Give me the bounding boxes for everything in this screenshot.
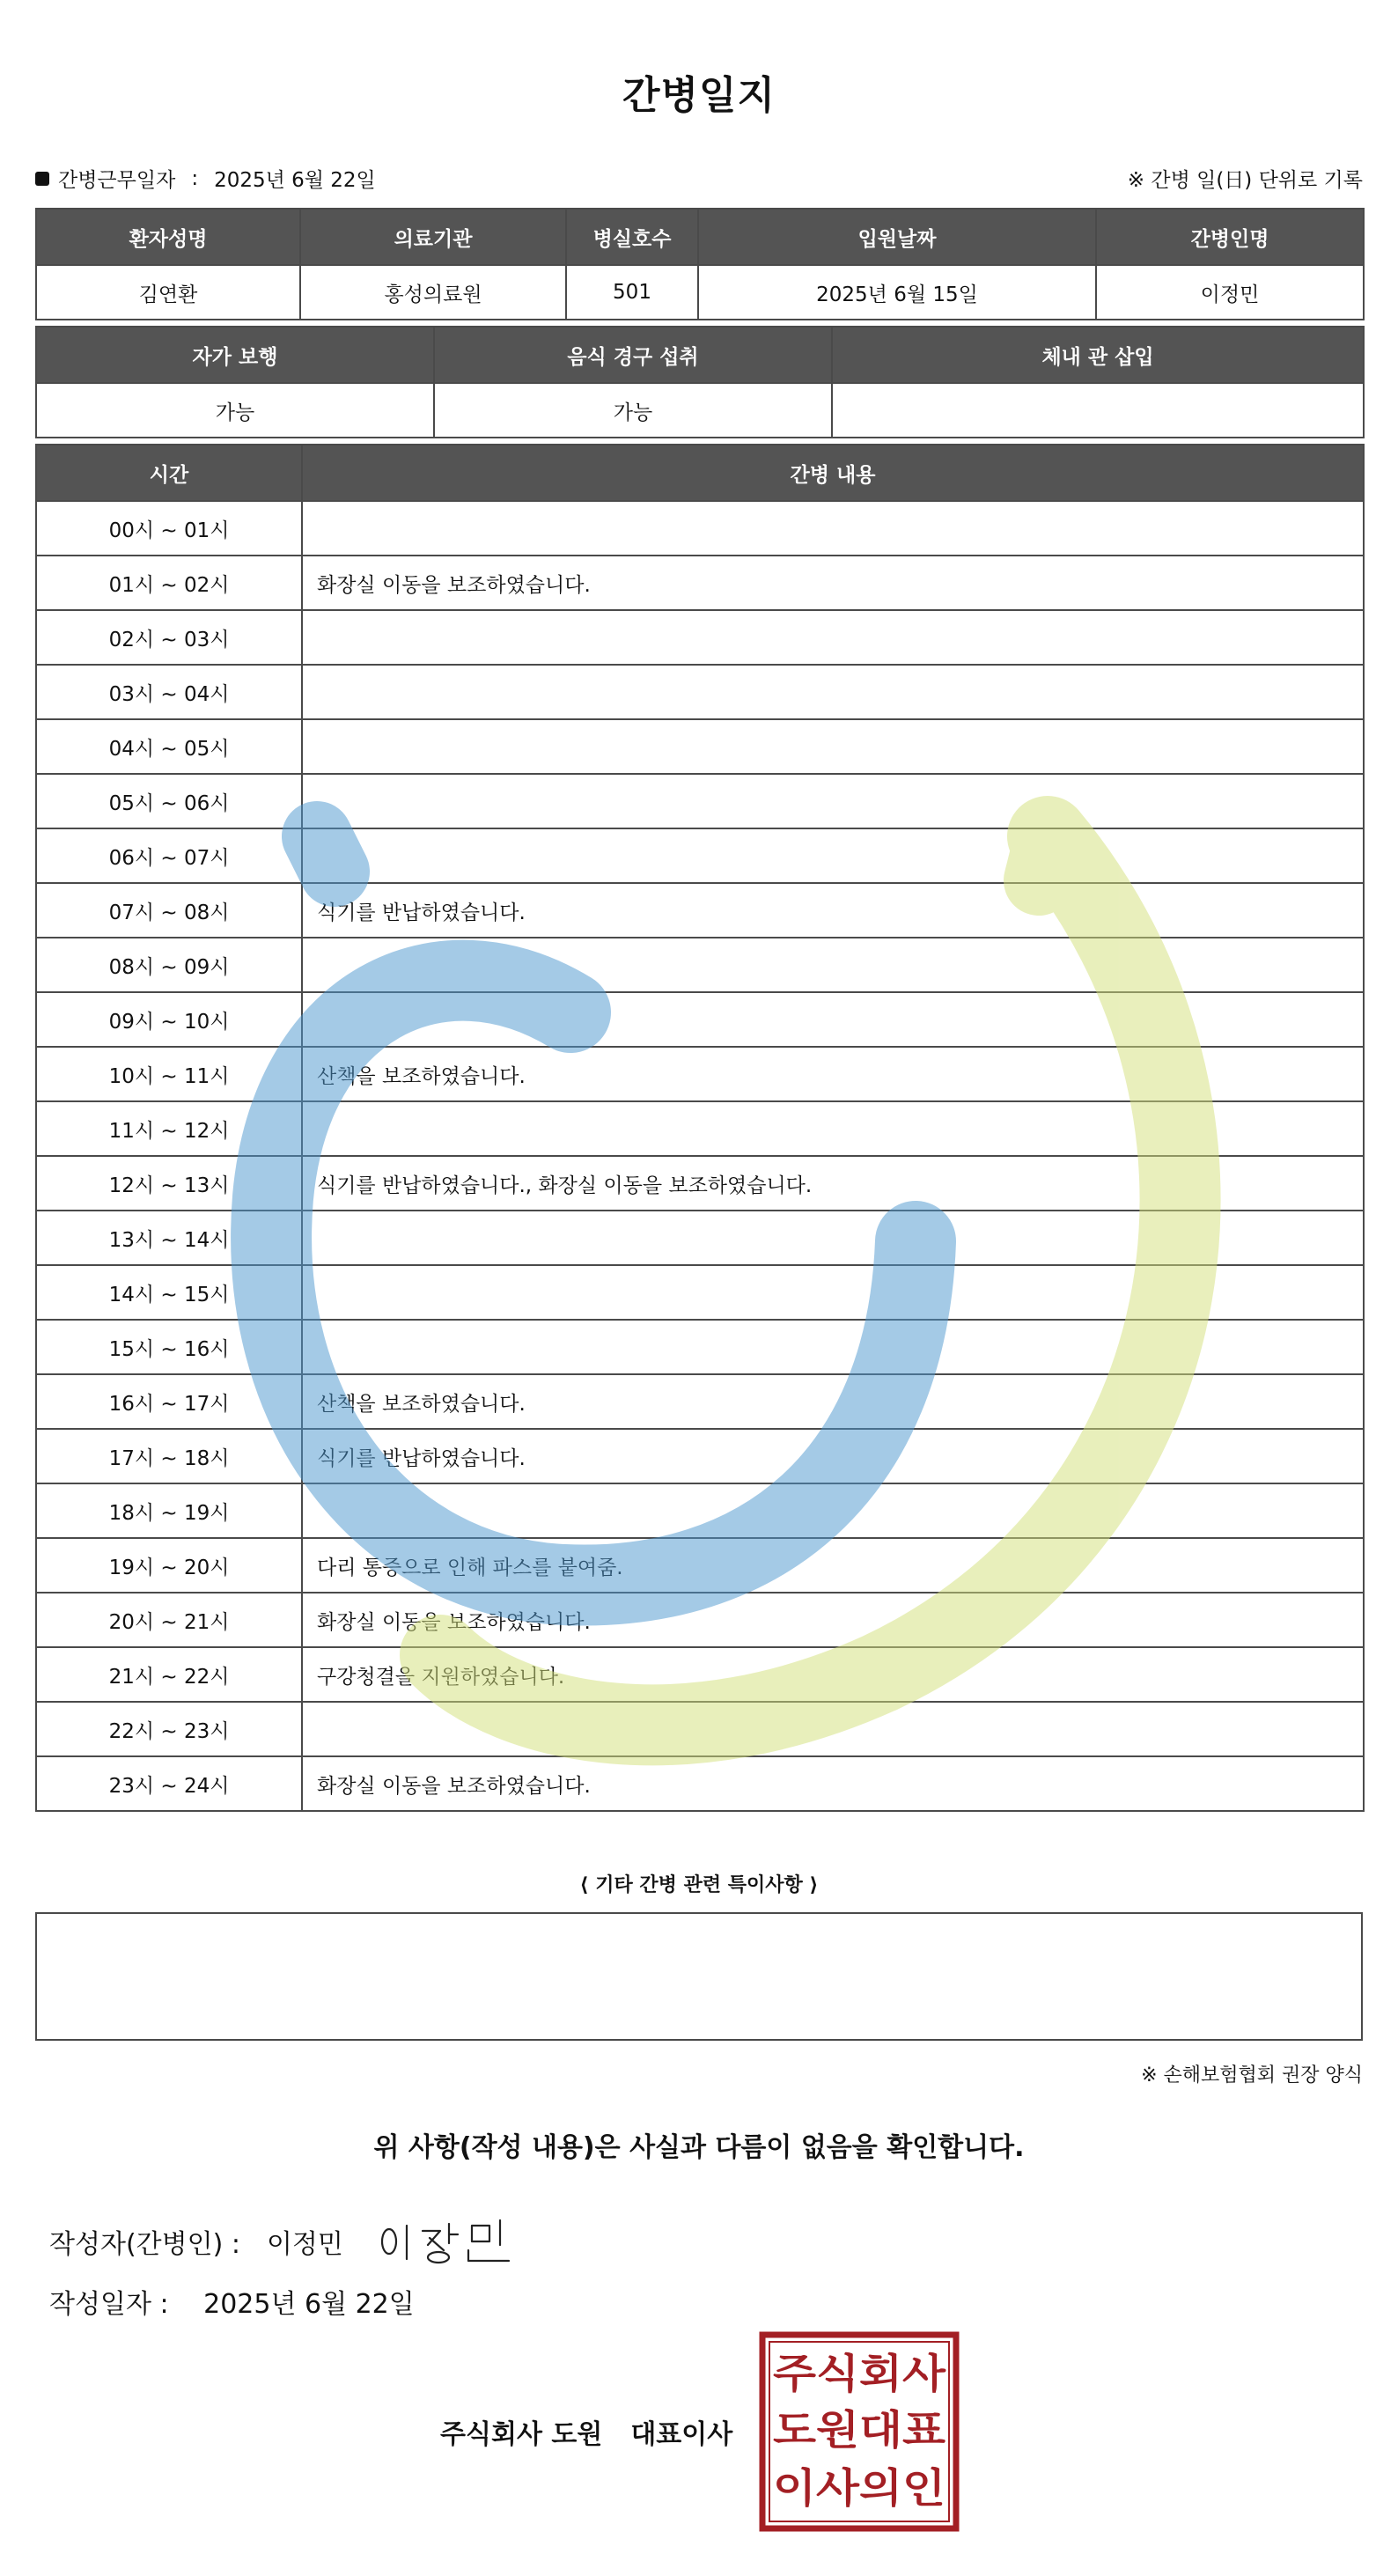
value-admission-date: 2025년 6월 15일 bbox=[698, 265, 1096, 320]
care-log-content-cell bbox=[302, 938, 1364, 992]
care-log-time-cell: 04시 ~ 05시 bbox=[36, 719, 302, 774]
unit-note: ※ 간병 일(日) 단위로 기록 bbox=[1127, 169, 1363, 192]
care-log-content-cell: 산책을 보조하였습니다. bbox=[302, 1047, 1364, 1101]
patient-info-table bbox=[35, 208, 1365, 320]
care-log-row bbox=[36, 1047, 1364, 1101]
header-time: 시간 bbox=[36, 445, 302, 501]
care-log-table bbox=[35, 444, 1365, 1812]
ceo-label: 대표이사 bbox=[630, 2419, 733, 2450]
care-log-time-cell: 16시 ~ 17시 bbox=[36, 1374, 302, 1429]
care-log-row bbox=[36, 992, 1364, 1047]
company-seal-stamp bbox=[759, 2331, 960, 2532]
care-log-content-cell bbox=[302, 1320, 1364, 1374]
value-patient-name: 김연환 bbox=[36, 265, 300, 320]
care-log-content-cell: 다리 통증으로 인해 파스를 붙여줌. bbox=[302, 1538, 1364, 1593]
care-log-row bbox=[36, 719, 1364, 774]
care-log-time-cell: 08시 ~ 09시 bbox=[36, 938, 302, 992]
care-log-time-cell: 00시 ~ 01시 bbox=[36, 501, 302, 556]
care-log-row bbox=[36, 1101, 1364, 1156]
care-log-time-cell: 01시 ~ 02시 bbox=[36, 556, 302, 610]
written-date-label: 작성일자 : bbox=[49, 2289, 169, 2320]
care-log-content-cell bbox=[302, 774, 1364, 828]
written-date-value: 2025년 6월 22일 bbox=[203, 2289, 415, 2320]
care-log-content-cell bbox=[302, 719, 1364, 774]
care-log-content-cell bbox=[302, 1211, 1364, 1265]
writer-row bbox=[49, 2215, 535, 2268]
care-log-time-cell: 17시 ~ 18시 bbox=[36, 1429, 302, 1483]
care-log-content-cell: 식기를 반납하였습니다. bbox=[302, 883, 1364, 938]
care-log-time-cell: 22시 ~ 23시 bbox=[36, 1702, 302, 1756]
header-room-number: 병실호수 bbox=[566, 209, 698, 265]
patient-info-header-row bbox=[36, 209, 1364, 265]
care-log-row bbox=[36, 1211, 1364, 1265]
header-self-walking: 자가 보행 bbox=[36, 327, 434, 383]
care-log-time-cell: 10시 ~ 11시 bbox=[36, 1047, 302, 1101]
writer-name: 이정민 bbox=[266, 2229, 343, 2260]
header-hospital: 의료기관 bbox=[300, 209, 566, 265]
header-admission-date: 입원날짜 bbox=[698, 209, 1096, 265]
care-log-row bbox=[36, 1320, 1364, 1374]
handwritten-signature bbox=[377, 2215, 535, 2268]
care-log-content-cell: 화장실 이동을 보조하였습니다. bbox=[302, 556, 1364, 610]
care-log-row bbox=[36, 556, 1364, 610]
care-log-time-cell: 21시 ~ 22시 bbox=[36, 1647, 302, 1702]
care-log-content-cell bbox=[302, 1265, 1364, 1320]
work-date-separator: : bbox=[191, 166, 199, 190]
care-log-time-cell: 12시 ~ 13시 bbox=[36, 1156, 302, 1211]
care-log-content-cell bbox=[302, 610, 1364, 665]
care-log-content-cell bbox=[302, 1702, 1364, 1756]
patient-status-table bbox=[35, 326, 1365, 438]
care-log-content-cell bbox=[302, 1483, 1364, 1538]
seal-text-line: 이사의인 bbox=[773, 2464, 945, 2512]
care-log-time-cell: 07시 ~ 08시 bbox=[36, 883, 302, 938]
care-log-content-cell: 식기를 반납하였습니다. bbox=[302, 1429, 1364, 1483]
value-tube-insertion bbox=[832, 383, 1364, 438]
care-log-time-cell: 23시 ~ 24시 bbox=[36, 1756, 302, 1811]
notes-box bbox=[35, 1912, 1363, 2041]
bullet-square-icon bbox=[35, 172, 49, 186]
care-log-row bbox=[36, 1702, 1364, 1756]
work-date-row bbox=[35, 164, 376, 193]
care-log-time-cell: 05시 ~ 06시 bbox=[36, 774, 302, 828]
patient-info-value-row bbox=[36, 265, 1364, 320]
care-log-row bbox=[36, 1429, 1364, 1483]
care-log-row bbox=[36, 1483, 1364, 1538]
care-log-time-cell: 18시 ~ 19시 bbox=[36, 1483, 302, 1538]
care-log-row bbox=[36, 1156, 1364, 1211]
care-log-content-cell bbox=[302, 665, 1364, 719]
care-log-row bbox=[36, 828, 1364, 883]
value-caregiver-name: 이정민 bbox=[1096, 265, 1364, 320]
written-date-row bbox=[49, 2282, 415, 2321]
header-tube-insertion: 체내 관 삽입 bbox=[832, 327, 1364, 383]
value-hospital: 홍성의료원 bbox=[300, 265, 566, 320]
care-log-content-cell bbox=[302, 828, 1364, 883]
status-header-row bbox=[36, 327, 1364, 383]
care-log-row bbox=[36, 1538, 1364, 1593]
care-log-content-cell: 식기를 반납하였습니다., 화장실 이동을 보조하였습니다. bbox=[302, 1156, 1364, 1211]
header-oral-intake: 음식 경구 섭취 bbox=[434, 327, 832, 383]
document-title: 간병일지 bbox=[622, 73, 776, 118]
care-log-header-row bbox=[36, 445, 1364, 501]
care-log-time-cell: 13시 ~ 14시 bbox=[36, 1211, 302, 1265]
work-date-label: 간병근무일자 bbox=[58, 169, 176, 192]
care-log-row bbox=[36, 1265, 1364, 1320]
company-name: 주식회사 도원 bbox=[440, 2419, 603, 2450]
care-log-body bbox=[36, 501, 1364, 1811]
care-log-time-cell: 11시 ~ 12시 bbox=[36, 1101, 302, 1156]
writer-label: 작성자(간병인) : bbox=[49, 2229, 240, 2260]
header-caregiver-name: 간병인명 bbox=[1096, 209, 1364, 265]
care-log-time-cell: 09시 ~ 10시 bbox=[36, 992, 302, 1047]
care-log-time-cell: 15시 ~ 16시 bbox=[36, 1320, 302, 1374]
care-log-time-cell: 06시 ~ 07시 bbox=[36, 828, 302, 883]
value-self-walking: 가능 bbox=[36, 383, 434, 438]
value-room-number: 501 bbox=[566, 265, 698, 320]
work-date-value: 2025년 6월 22일 bbox=[214, 169, 376, 192]
care-log-content-cell: 산책을 보조하였습니다. bbox=[302, 1374, 1364, 1429]
seal-text-line: 주식회사 bbox=[773, 2350, 946, 2397]
care-log-time-cell: 14시 ~ 15시 bbox=[36, 1265, 302, 1320]
care-log-row bbox=[36, 883, 1364, 938]
care-log-content-cell bbox=[302, 501, 1364, 556]
care-log-content-cell bbox=[302, 992, 1364, 1047]
company-line bbox=[440, 2412, 732, 2451]
care-log-time-cell: 20시 ~ 21시 bbox=[36, 1593, 302, 1647]
care-log-time-cell: 02시 ~ 03시 bbox=[36, 610, 302, 665]
notes-title: ⟨ 기타 간병 관련 특이사항 ⟩ bbox=[579, 1874, 819, 1896]
care-log-row bbox=[36, 501, 1364, 556]
seal-text-line: 도원대표 bbox=[773, 2406, 946, 2454]
care-log-row bbox=[36, 1647, 1364, 1702]
care-log-content-cell: 구강청결을 지원하였습니다. bbox=[302, 1647, 1364, 1702]
care-log-time-cell: 03시 ~ 04시 bbox=[36, 665, 302, 719]
care-log-row bbox=[36, 938, 1364, 992]
care-log-row bbox=[36, 1374, 1364, 1429]
care-log-row bbox=[36, 774, 1364, 828]
care-log-time-cell: 19시 ~ 20시 bbox=[36, 1538, 302, 1593]
care-log-row bbox=[36, 1593, 1364, 1647]
header-care-content: 간병 내용 bbox=[302, 445, 1364, 501]
care-log-row bbox=[36, 610, 1364, 665]
confirmation-statement: 위 사항(작성 내용)은 사실과 다름이 없음을 확인합니다. bbox=[373, 2132, 1025, 2163]
care-log-row bbox=[36, 665, 1364, 719]
care-log-content-cell: 화장실 이동을 보조하였습니다. bbox=[302, 1756, 1364, 1811]
care-log-content-cell bbox=[302, 1101, 1364, 1156]
header-patient-name: 환자성명 bbox=[36, 209, 300, 265]
care-log-content-cell: 화장실 이동을 보조하였습니다. bbox=[302, 1593, 1364, 1647]
care-log-row bbox=[36, 1756, 1364, 1811]
value-oral-intake: 가능 bbox=[434, 383, 832, 438]
form-recommendation-note: ※ 손해보험협회 권장 양식 bbox=[1141, 2064, 1363, 2087]
status-value-row bbox=[36, 383, 1364, 438]
